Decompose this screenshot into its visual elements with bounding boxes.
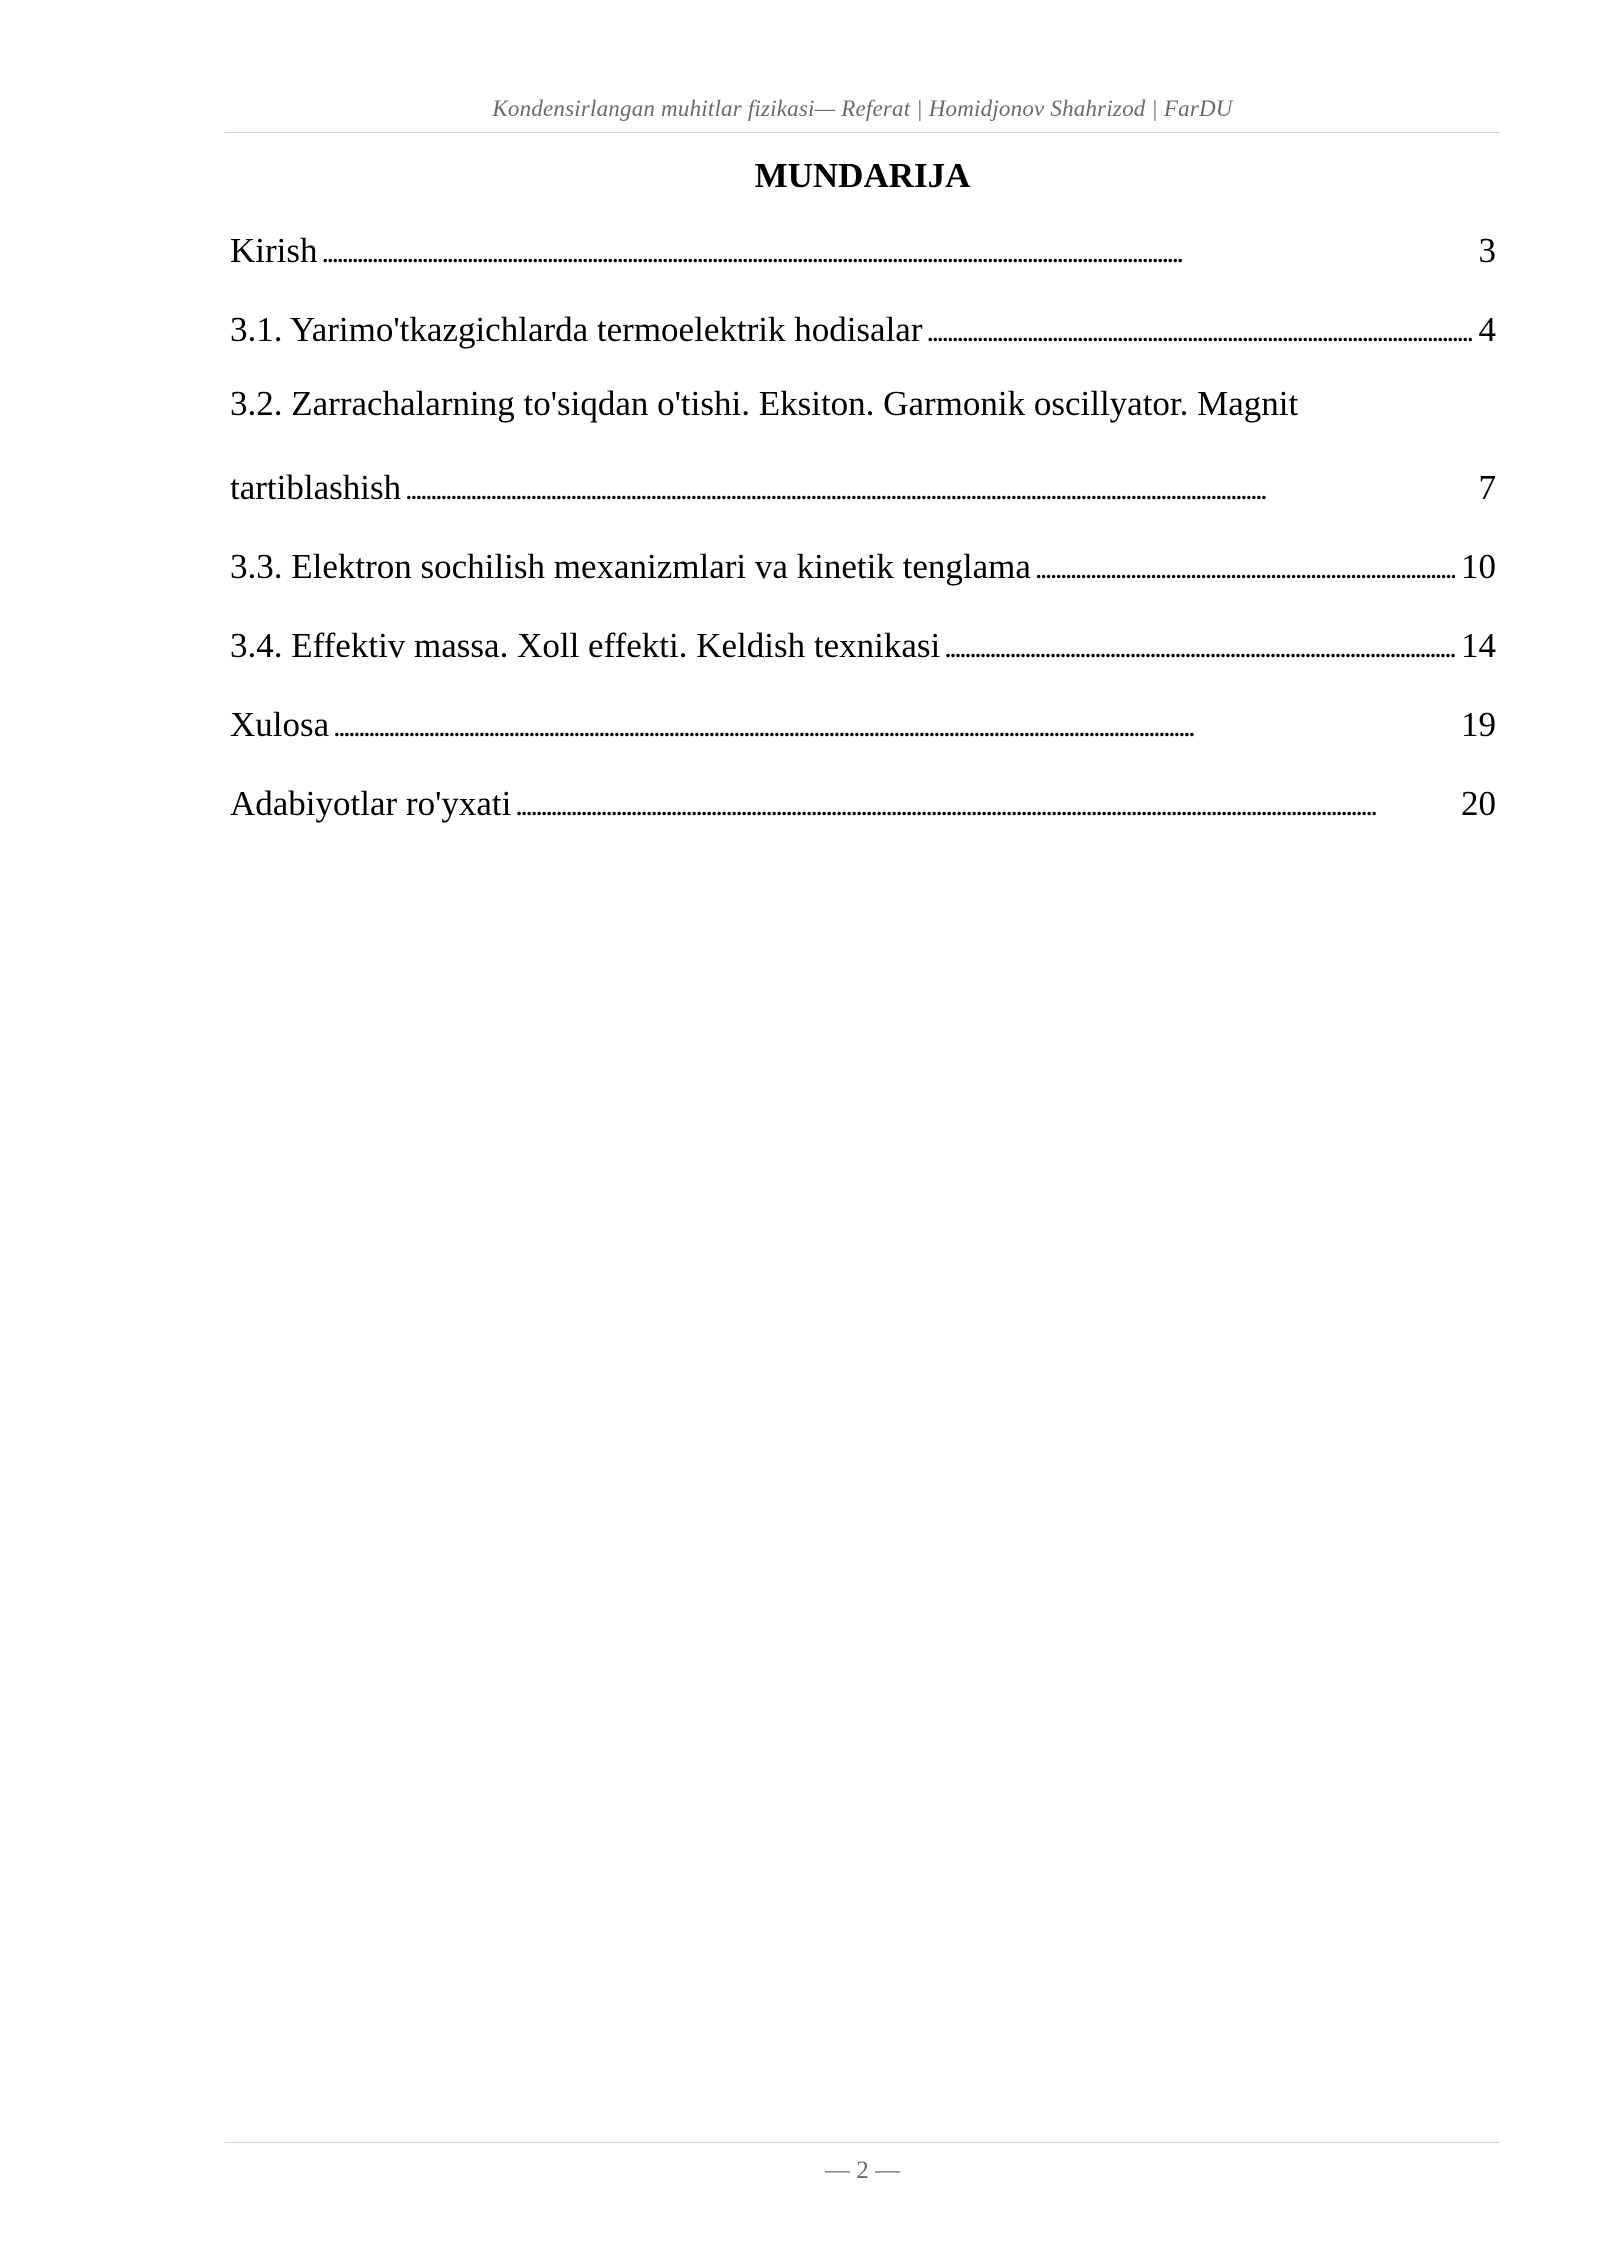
toc-page-number: 19 — [1461, 705, 1496, 744]
toc-entry-text: Adabiyotlar ro'yxati — [230, 784, 512, 823]
dot-leader — [1035, 545, 1455, 591]
running-header-text: Kondensirlangan muhitlar fizikasi— Referat | Homidjonov Shahrizod | FarDU — [492, 96, 1233, 121]
toc-page-number: 4 — [1478, 310, 1496, 349]
toc-page-number: 7 — [1478, 468, 1496, 507]
toc-entry-adabiyotlar[interactable] — [230, 763, 1496, 842]
toc-entry-text-line1: 3.2. Zarrachalarning to'siqdan o'tishi. Eksiton. Garmonik oscillyator. Magnit — [230, 384, 1299, 423]
toc-entry-3-3[interactable] — [230, 526, 1496, 605]
toc-page-number: 3 — [1478, 231, 1496, 270]
toc-entry-3-2[interactable] — [230, 368, 1496, 526]
toc-page-number: 20 — [1461, 784, 1496, 823]
dot-leader — [405, 466, 1472, 512]
toc-entry-text: Xulosa — [230, 705, 330, 744]
toc-entry-kirish[interactable] — [230, 210, 1496, 289]
toc-page-number: 10 — [1461, 547, 1496, 586]
toc-entry-text: tartiblashish — [230, 468, 402, 507]
dot-leader — [927, 308, 1473, 354]
page-number: — 2 — — [825, 2157, 900, 2184]
table-of-contents — [230, 210, 1496, 842]
toc-entry-3-4[interactable] — [230, 605, 1496, 684]
toc-entry-text: 3.4. Effektiv massa. Xoll effekti. Keldish texnikasi — [230, 626, 941, 665]
dot-leader — [515, 782, 1455, 828]
toc-entry-text: 3.1. Yarimo'tkazgichlarda termoelektrik hodisalar — [230, 310, 923, 349]
toc-page-number: 14 — [1461, 626, 1496, 665]
page-footer — [225, 2142, 1500, 2185]
toc-title: MUNDARIJA — [754, 156, 971, 195]
dot-leader — [322, 229, 1473, 275]
toc-entry-text: 3.3. Elektron sochilish mexanizmlari va kinetik tenglama — [230, 547, 1031, 586]
toc-entry-3-1[interactable] — [230, 289, 1496, 368]
dot-leader — [333, 703, 1455, 749]
toc-entry-xulosa[interactable] — [230, 684, 1496, 763]
running-header — [225, 96, 1500, 133]
dot-leader — [944, 624, 1455, 670]
toc-entry-text: Kirish — [230, 231, 318, 270]
